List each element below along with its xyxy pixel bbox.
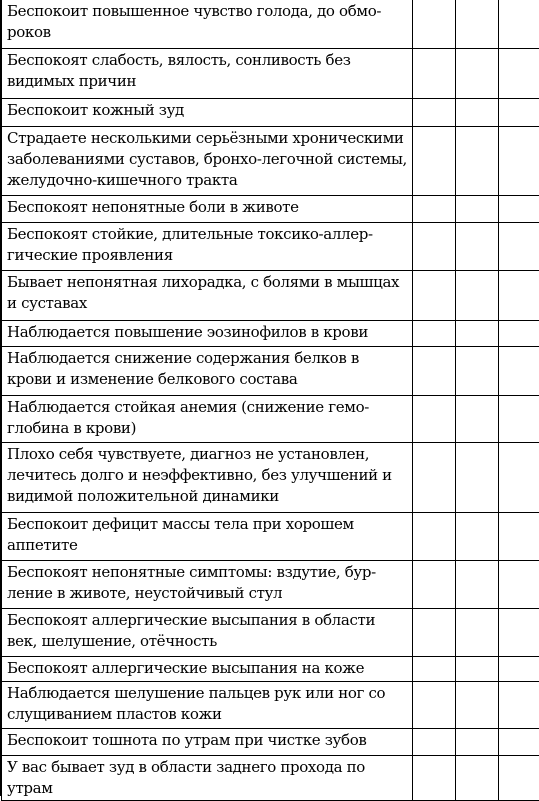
table-row <box>2 755 539 800</box>
answer-cell[interactable] <box>499 656 539 681</box>
answer-cell[interactable] <box>413 608 456 656</box>
answer-cell[interactable] <box>499 0 539 48</box>
question-cell: Бывает непонятная лихорадка, с болями в мышцах и суставах <box>2 270 413 320</box>
answer-cell[interactable] <box>456 395 499 442</box>
answer-cell[interactable] <box>456 0 499 48</box>
answer-cell[interactable] <box>456 728 499 755</box>
question-cell: Наблюдается повышение эозинофилов в крови <box>2 320 413 346</box>
answer-cell[interactable] <box>456 320 499 346</box>
answer-cell[interactable] <box>456 608 499 656</box>
table-row <box>2 681 539 728</box>
answer-cell[interactable] <box>499 320 539 346</box>
answer-cell[interactable] <box>456 98 499 126</box>
answer-cell[interactable] <box>413 98 456 126</box>
answer-cell[interactable] <box>499 48 539 98</box>
question-cell: Беспокоят слабость, вялость, сонливость без видимых причин <box>2 48 413 98</box>
answer-cell[interactable] <box>499 195 539 222</box>
question-cell: Наблюдается шелушение пальцев рук или ног со слущиванием пластов кожи <box>2 681 413 728</box>
answer-cell[interactable] <box>456 126 499 195</box>
answer-cell[interactable] <box>499 98 539 126</box>
answer-cell[interactable] <box>413 320 456 346</box>
table-row <box>2 346 539 395</box>
question-cell: Беспокоят аллергические высыпания на коже <box>2 656 413 681</box>
answer-cell[interactable] <box>456 656 499 681</box>
answer-cell[interactable] <box>499 270 539 320</box>
question-cell: Беспокоят стойкие, длительные токсико-аллергические проявления <box>2 222 413 270</box>
table-row <box>2 656 539 681</box>
answer-cell[interactable] <box>413 656 456 681</box>
table-row <box>2 0 539 48</box>
question-cell: Наблюдается снижение содержания белков в крови и изменение белкового состава <box>2 346 413 395</box>
answer-cell[interactable] <box>499 222 539 270</box>
table-row <box>2 728 539 755</box>
answer-cell[interactable] <box>413 48 456 98</box>
question-cell: Беспокоит повышенное чувство голода, до обмороков <box>2 0 413 48</box>
question-cell: У вас бывает зуд в области заднего прохода по утрам <box>2 755 413 800</box>
answer-cell[interactable] <box>413 755 456 800</box>
answer-cell[interactable] <box>413 560 456 608</box>
table-row <box>2 512 539 560</box>
question-cell: Плохо себя чувствуете, диагноз не установлен, лечитесь долго и неэффективно, без улучшений и видимой положительной динамики <box>2 442 413 512</box>
answer-cell[interactable] <box>413 728 456 755</box>
answer-cell[interactable] <box>413 0 456 48</box>
answer-cell[interactable] <box>499 755 539 800</box>
answer-cell[interactable] <box>413 222 456 270</box>
symptom-checklist-table <box>1 0 539 801</box>
question-cell: Беспокоит кожный зуд <box>2 98 413 126</box>
answer-cell[interactable] <box>499 608 539 656</box>
answer-cell[interactable] <box>499 681 539 728</box>
table-row <box>2 195 539 222</box>
answer-cell[interactable] <box>499 346 539 395</box>
answer-cell[interactable] <box>413 346 456 395</box>
answer-cell[interactable] <box>413 512 456 560</box>
answer-cell[interactable] <box>413 270 456 320</box>
answer-cell[interactable] <box>499 395 539 442</box>
answer-cell[interactable] <box>456 48 499 98</box>
checklist-body <box>2 0 539 800</box>
question-cell: Беспокоят непонятные боли в животе <box>2 195 413 222</box>
answer-cell[interactable] <box>456 755 499 800</box>
table-row <box>2 48 539 98</box>
question-cell: Беспокоят аллергические высыпания в области век, шелушение, отёчность <box>2 608 413 656</box>
question-cell: Беспокоит тошнота по утрам при чистке зубов <box>2 728 413 755</box>
table-row <box>2 222 539 270</box>
answer-cell[interactable] <box>413 195 456 222</box>
answer-cell[interactable] <box>456 195 499 222</box>
answer-cell[interactable] <box>456 270 499 320</box>
answer-cell[interactable] <box>499 728 539 755</box>
answer-cell[interactable] <box>456 442 499 512</box>
answer-cell[interactable] <box>456 346 499 395</box>
answer-cell[interactable] <box>413 442 456 512</box>
answer-cell[interactable] <box>499 442 539 512</box>
answer-cell[interactable] <box>456 222 499 270</box>
answer-cell[interactable] <box>456 681 499 728</box>
answer-cell[interactable] <box>499 126 539 195</box>
answer-cell[interactable] <box>413 126 456 195</box>
table-row <box>2 395 539 442</box>
table-row <box>2 560 539 608</box>
answer-cell[interactable] <box>413 681 456 728</box>
table-row <box>2 98 539 126</box>
answer-cell[interactable] <box>456 512 499 560</box>
table-row <box>2 270 539 320</box>
answer-cell[interactable] <box>499 560 539 608</box>
table-row <box>2 126 539 195</box>
question-cell: Беспокоит дефицит массы тела при хорошем аппетите <box>2 512 413 560</box>
answer-cell[interactable] <box>456 560 499 608</box>
answer-cell[interactable] <box>413 395 456 442</box>
table-row <box>2 320 539 346</box>
question-cell: Беспокоят непонятные симптомы: вздутие, бурление в животе, неустойчивый стул <box>2 560 413 608</box>
question-cell: Наблюдается стойкая анемия (снижение гемоглобина в крови) <box>2 395 413 442</box>
question-cell: Страдаете несколькими серьёзными хроническими заболеваниями суставов, бронхо-легочной системы, желудочно-кишечного тракта <box>2 126 413 195</box>
answer-cell[interactable] <box>499 512 539 560</box>
table-row <box>2 608 539 656</box>
table-row <box>2 442 539 512</box>
